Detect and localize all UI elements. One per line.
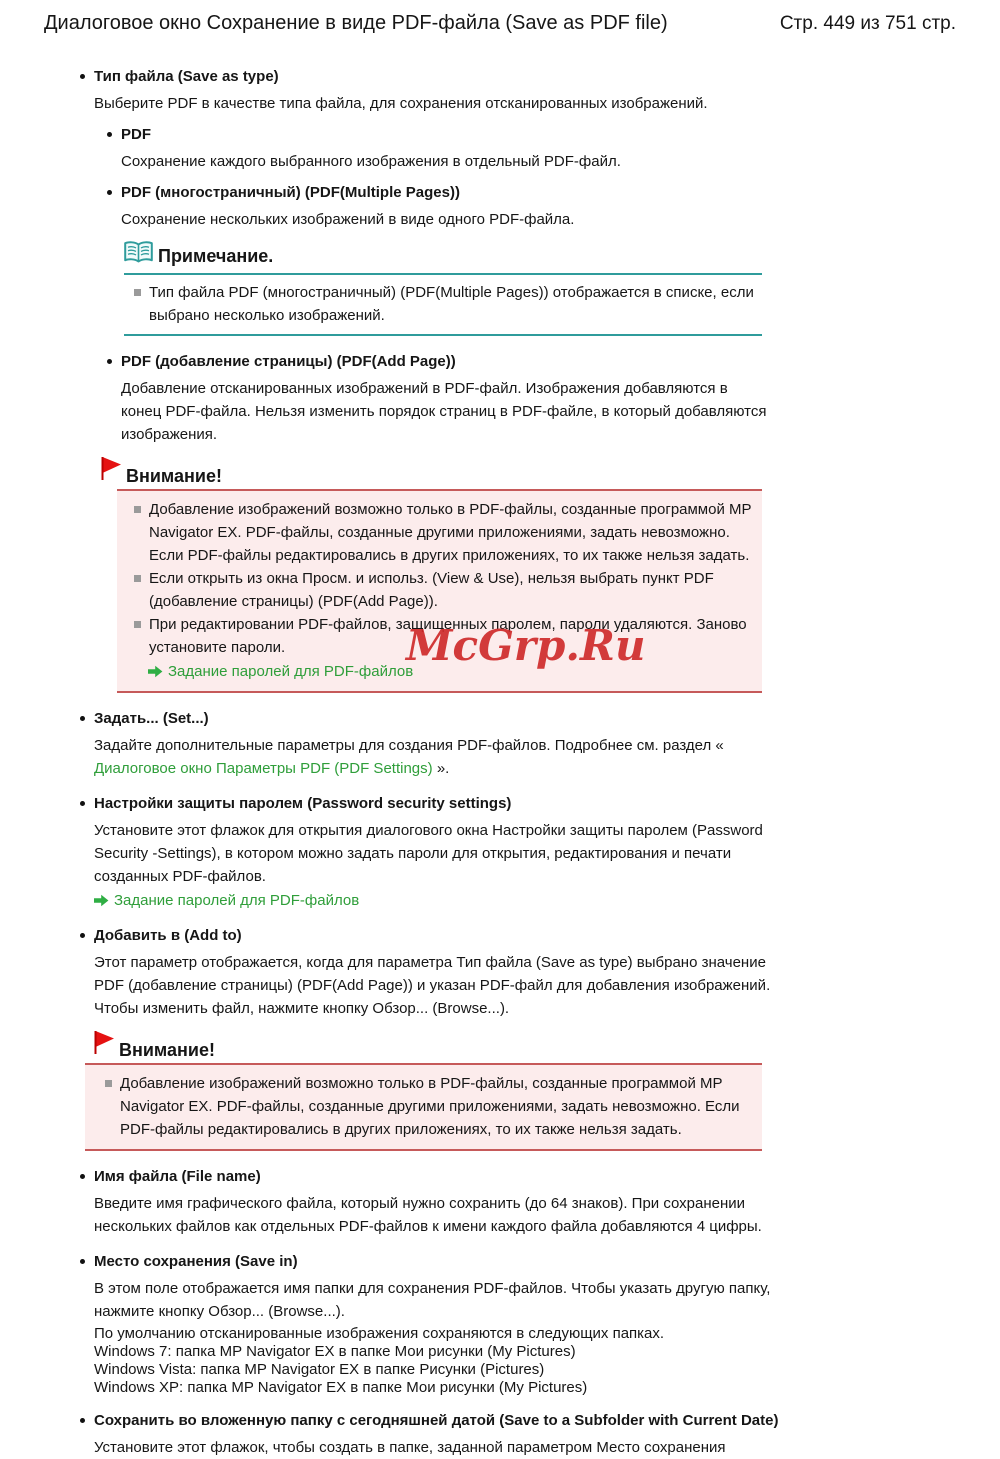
set-desc-after: ». <box>436 760 450 777</box>
warning-title: Внимание! <box>126 466 222 486</box>
section-save-to-subfolder <box>80 1409 1000 1459</box>
section-save-in <box>80 1250 1000 1397</box>
file-name-label: Имя файла (File name) <box>94 1168 261 1185</box>
warning-box-1 <box>99 456 769 693</box>
warning-item-text: Добавление изображений возможно только в PDF-файлы, созданные программой MP Navigator EX. PDF-файлы, созданные другими приложениями, задать невозможно. Если PDF-файлы редактировались в других приложениях, то их также нельзя задать. <box>120 1075 740 1138</box>
square-bullet-icon <box>134 575 141 582</box>
dot-bullet-icon <box>80 1174 85 1179</box>
warning-header <box>92 1030 772 1062</box>
warning-content <box>85 1063 762 1151</box>
square-bullet-icon <box>105 1080 112 1087</box>
arrow-right-icon <box>94 894 109 907</box>
option-pdf-add-page-desc: Добавление отсканированных изображений в PDF-файл. Изображения добавляются в конец PDF-файла. Нельзя изменить порядок страниц в PDF-файле, в который добавляются изображения. <box>121 380 767 443</box>
warning-item <box>85 1072 752 1141</box>
square-bullet-icon <box>134 289 141 296</box>
page-number: Стр. 449 из 751 стр. <box>779 13 956 34</box>
section-password-security <box>80 792 1000 912</box>
file-name-desc: Введите имя графического файла, который нужно сохранить (до 64 знаков). При сохранении нескольких файлов как отдельных PDF-файлов к имени каждого файла добавляются 4 цифры. <box>94 1195 762 1235</box>
warning-item <box>117 613 752 659</box>
option-pdf-multiple-desc: Сохранение нескольких изображений в виде одного PDF-файла. <box>121 211 575 228</box>
flag-icon <box>99 456 123 488</box>
page-header <box>0 0 1000 37</box>
dot-bullet-icon <box>80 933 85 938</box>
option-pdf-add-page-label: PDF (добавление страницы) (PDF(Add Page)) <box>121 353 456 370</box>
warning-item <box>117 567 752 613</box>
dot-bullet-icon <box>80 74 85 79</box>
link-set-pdf-passwords[interactable]: Задание паролей для PDF-файлов <box>168 663 414 680</box>
section-heading <box>80 65 1000 88</box>
add-to-desc: Этот параметр отображается, когда для параметра Тип файла (Save as type) выбрано значение PDF (добавление страницы) (PDF(Add Page)) и указан PDF-файл для добавления изображений. Чтобы изменить файл, нажмите кнопку Обзор... (Browse...). <box>94 954 771 1017</box>
warning-item-text: Если открыть из окна Просм. и использ. (View & Use), нельзя выбрать пункт PDF (добавление страницы) (PDF(Add Page)). <box>149 570 714 610</box>
dot-bullet-icon <box>107 132 112 137</box>
save-as-type-desc: Выберите PDF в качестве типа файла, для сохранения отсканированных изображений. <box>94 95 708 112</box>
set-desc-before: Задайте дополнительные параметры для создания PDF-файлов. Подробнее см. раздел « <box>94 737 724 754</box>
note-content <box>124 273 762 336</box>
book-icon <box>124 241 153 271</box>
link-row <box>117 660 752 683</box>
note-item <box>124 281 756 327</box>
warning-item-text: Добавление изображений возможно только в PDF-файлы, созданные программой MP Navigator EX. PDF-файлы, созданные другими приложениями, задать невозможно. Если PDF-файлы редактировались в других приложениях, то их также нельзя задать. <box>149 501 752 564</box>
dot-bullet-icon <box>80 801 85 806</box>
site-watermark: McGrp.Ru <box>406 621 646 670</box>
dot-bullet-icon <box>80 1259 85 1264</box>
section-set <box>80 707 1000 780</box>
add-to-label: Добавить в (Add to) <box>94 927 242 944</box>
save-as-type-label: Тип файла (Save as type) <box>94 68 279 85</box>
warning-header <box>99 456 769 488</box>
link-pdf-settings-dialog[interactable]: Диалоговое окно Параметры PDF (PDF Settings) <box>94 760 433 777</box>
dot-bullet-icon <box>107 190 112 195</box>
note-header <box>124 241 762 271</box>
password-security-label: Настройки защиты паролем (Password security settings) <box>94 795 512 812</box>
save-in-label: Место сохранения (Save in) <box>94 1253 298 1270</box>
warning-item-text: При редактировании PDF-файлов, защищенных паролем, пароли удаляются. Заново установите пароли. <box>149 616 747 656</box>
save-in-path-xp: Windows XP: папка MP Navigator EX в папке Мои рисунки (My Pictures) <box>94 1379 588 1396</box>
arrow-right-icon <box>148 665 163 678</box>
save-in-path-windows7: Windows 7: папка MP Navigator EX в папке Мои рисунки (My Pictures) <box>94 1343 576 1360</box>
save-in-default-note: По умолчанию отсканированные изображения сохраняются в следующих папках. <box>94 1325 665 1342</box>
warning-item <box>117 498 752 567</box>
dot-bullet-icon <box>80 716 85 721</box>
save-to-subfolder-desc: Установите этот флажок, чтобы создать в папке, заданной параметром Место сохранения <box>94 1439 726 1456</box>
save-to-subfolder-label: Сохранить во вложенную папку с сегодняшней датой (Save to a Subfolder with Current Date) <box>94 1412 779 1429</box>
save-in-path-vista: Windows Vista: папка MP Navigator EX в папке Рисунки (Pictures) <box>94 1361 545 1378</box>
section-file-name <box>80 1165 1000 1238</box>
password-security-desc: Установите этот флажок для открытия диалогового окна Настройки защиты паролем (Password Security -Settings), в котором можно задать пароли для открытия, редактирования и печати созданных PDF-файлов. <box>94 822 763 885</box>
section-save-as-type <box>80 65 1000 693</box>
note-box <box>124 241 762 336</box>
set-label: Задать... (Set...) <box>94 710 209 727</box>
set-desc <box>94 734 772 780</box>
link-row <box>94 889 772 912</box>
warning-title: Внимание! <box>119 1040 215 1060</box>
option-pdf-label: PDF <box>121 126 151 143</box>
section-add-to <box>80 924 1000 1151</box>
save-in-desc: В этом поле отображается имя папки для сохранения PDF-файлов. Чтобы указать другую папку, нажмите кнопку Обзор... (Browse...). <box>94 1280 771 1320</box>
flag-icon <box>92 1030 116 1062</box>
page-title: Диалоговое окно Сохранение в виде PDF-файла (Save as PDF file) <box>44 12 668 34</box>
document-body <box>0 37 1000 1459</box>
option-pdf-multiple-pages <box>107 181 772 336</box>
note-item-text: Тип файла PDF (многостраничный) (PDF(Multiple Pages)) отображается в списке, если выбрано несколько изображений. <box>149 284 754 324</box>
option-pdf-multiple-label: PDF (многостраничный) (PDF(Multiple Pages)) <box>121 184 460 201</box>
note-title: Примечание. <box>158 245 274 266</box>
warning-content <box>117 489 762 693</box>
link-set-pdf-passwords[interactable]: Задание паролей для PDF-файлов <box>114 892 360 909</box>
warning-box-2 <box>85 1030 772 1151</box>
square-bullet-icon <box>134 506 141 513</box>
dot-bullet-icon <box>107 359 112 364</box>
square-bullet-icon <box>134 621 141 628</box>
dot-bullet-icon <box>80 1418 85 1423</box>
option-pdf <box>107 123 772 173</box>
option-pdf-desc: Сохранение каждого выбранного изображения в отдельный PDF-файл. <box>121 153 621 170</box>
option-pdf-add-page <box>107 350 772 693</box>
